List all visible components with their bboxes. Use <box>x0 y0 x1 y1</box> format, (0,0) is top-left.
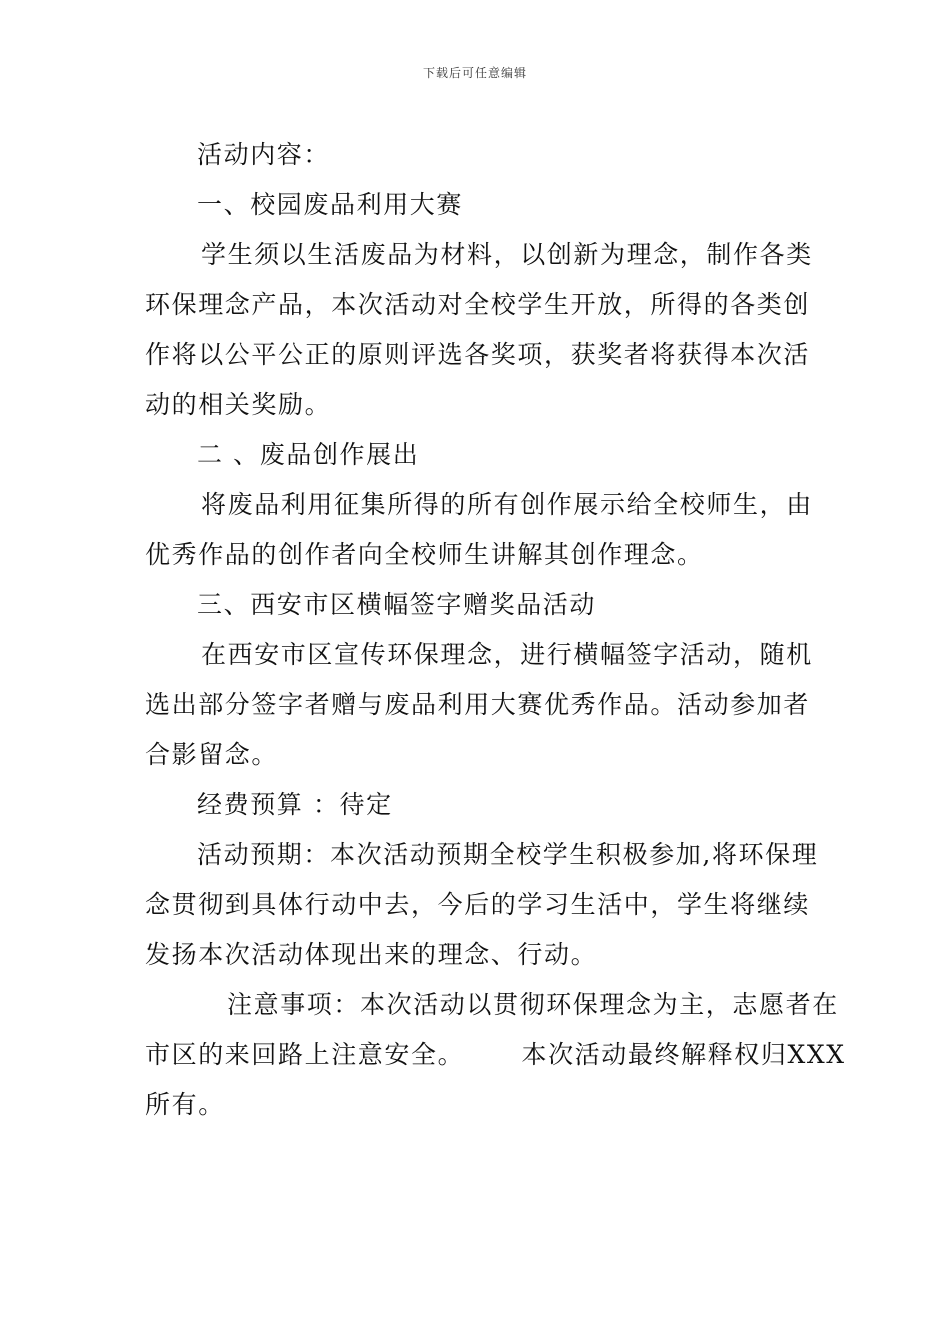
paragraph-line: 优秀作品的创作者向全校师生讲解其创作理念。 <box>145 540 704 569</box>
paragraph-line: 动的相关奖励。 <box>145 390 332 419</box>
item-heading-3: 三、西安市区横幅签字赠奖品活动 <box>197 590 597 619</box>
document-body <box>145 130 846 1130</box>
paragraph-line: 学生须以生活废品为材料，以创新为理念，制作各类 <box>201 240 813 269</box>
paragraph-line: 将废品利用征集所得的所有创作展示给全校师生，由 <box>201 490 813 519</box>
paragraph-line: 所有。 <box>145 1090 225 1119</box>
paragraph-line: 合影留念。 <box>145 740 279 769</box>
paragraph-line: 市区的来回路上注意安全。 本次活动最终解释权归XXX <box>145 1040 846 1069</box>
page-header: 下载后可任意编辑 <box>422 66 527 80</box>
paragraph-line: 发扬本次活动体现出来的理念、行动。 <box>145 940 598 969</box>
paragraph-line: 活动预期：本次活动预期全校学生积极参加,将环保理 <box>197 840 819 869</box>
paragraph-line: 注意事项：本次活动以贯彻环保理念为主，志愿者在 <box>227 990 839 1019</box>
item-heading-1: 一、校园废品利用大赛 <box>197 190 464 219</box>
paragraph-line: 环保理念产品，本次活动对全校学生开放，所得的各类创 <box>145 290 811 319</box>
paragraph-line: 作将以公平公正的原则评选各奖项，获奖者将获得本次活 <box>145 340 811 369</box>
paragraph-line: 选出部分签字者赠与废品利用大赛优秀作品。活动参加者 <box>145 690 811 719</box>
paragraph-line: 念贯彻到具体行动中去，今后的学习生活中，学生将继续 <box>145 890 811 919</box>
paragraph-line: 在西安市区宣传环保理念，进行横幅签字活动，随机 <box>201 640 813 669</box>
item-heading-2: 二 、废品创作展出 <box>197 440 420 469</box>
budget-line: 经费预算 ：待定 <box>197 790 393 819</box>
section-heading-activity-content: 活动内容： <box>197 140 331 169</box>
